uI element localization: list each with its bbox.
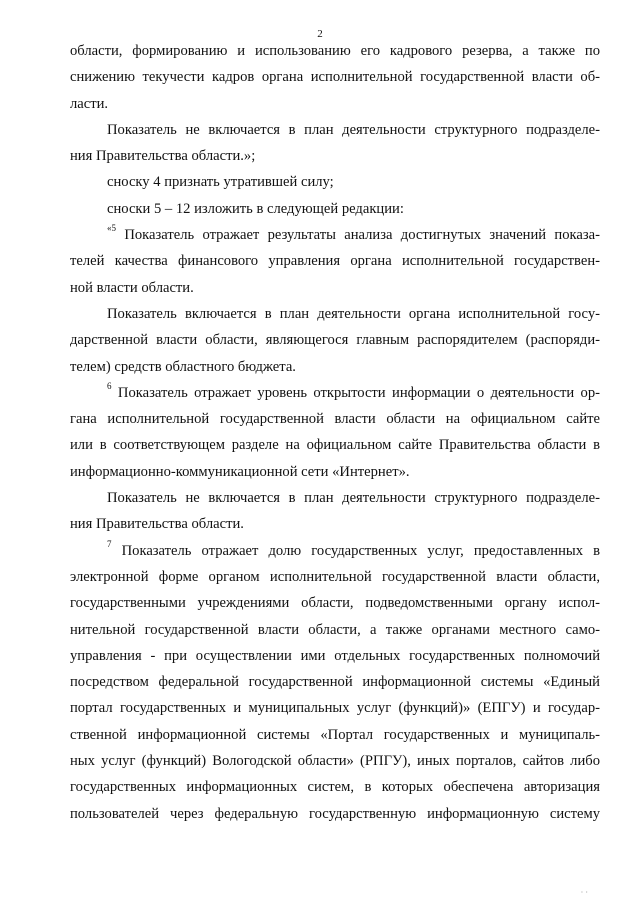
footnote-7-line bbox=[70, 538, 600, 564]
text-line: ласти. bbox=[70, 95, 109, 112]
text-line: Показатель отражает результаты анализа достигнутых значений показа- bbox=[124, 227, 600, 244]
text-line: Показатель включается в план деятельности органа исполнительной госу- bbox=[107, 305, 600, 322]
text-line: Показатель отражает долю государственных услуг, предоставленных в bbox=[121, 542, 601, 559]
text-line: пользователей через федеральную государственную информационную систему bbox=[70, 805, 600, 822]
text-line: гана исполнительной государственной власти области на официальном сайте bbox=[70, 411, 600, 428]
text-line: государственных информационных систем, в которых обеспечена авторизация bbox=[70, 779, 600, 796]
footnote-5-line bbox=[70, 222, 600, 248]
text-line: Показатель не включается в план деятельности структурного подразделе- bbox=[107, 490, 600, 507]
text-line: ных услуг (функций) Вологодской области» (РПГУ), иных порталов, сайтов либо bbox=[70, 753, 600, 770]
text-line: информационно-коммуникационной сети «Интернет». bbox=[70, 463, 410, 480]
text-line: Показатель отражает уровень открытости информации о деятельности ор- bbox=[117, 384, 600, 401]
text-line: или в соответствующем разделе на официальном сайте Правительства области в bbox=[70, 437, 600, 454]
text-line: посредством федеральной государственной информационной системы «Единый bbox=[70, 674, 600, 691]
page-number: 2 bbox=[317, 28, 323, 40]
text-line: ния Правительства области. bbox=[70, 516, 244, 533]
footer-mark: · · bbox=[580, 888, 588, 897]
text-line: государственными учреждениями области, подведомственными органу испол- bbox=[70, 595, 600, 612]
text-line: электронной форме органом исполнительной государственной власти области, bbox=[70, 568, 600, 585]
text-line: Показатель не включается в план деятельности структурного подразделе- bbox=[107, 121, 600, 138]
text-line: снижению текучести кадров органа исполнительной государственной власти об- bbox=[70, 69, 600, 86]
footnote-mark-6: 6 bbox=[107, 381, 112, 391]
footnote-mark-7: 7 bbox=[107, 538, 112, 549]
text-line: сноску 4 признать утратившей силу; bbox=[107, 174, 334, 191]
text-line: нительной государственной власти области, а также органами местного само- bbox=[70, 621, 600, 638]
text-line: ния Правительства области.»; bbox=[70, 148, 256, 165]
text-line: ственной информационной системы «Портал государственных и муниципаль- bbox=[70, 726, 600, 743]
text-line: сноски 5 – 12 изложить в следующей редакции: bbox=[107, 200, 404, 217]
footnote-6-line bbox=[70, 380, 600, 406]
text-line: дарственной власти области, являющегося главным распорядителем (распоряди- bbox=[70, 332, 600, 349]
document-body bbox=[70, 38, 600, 827]
text-line: телем) средств областного бюджета. bbox=[70, 358, 296, 375]
text-line: портал государственных и муниципальных услуг (функций)» (ЕПГУ) и государ- bbox=[70, 700, 600, 717]
text-line: области, формированию и использованию его кадрового резерва, а также по bbox=[70, 43, 600, 59]
text-line: телей качества финансового управления органа исполнительной государствен- bbox=[70, 253, 600, 270]
text-line: ной власти области. bbox=[70, 279, 194, 296]
text-line: управления - при осуществлении ими отдельных государственных полномочий bbox=[70, 647, 600, 664]
footnote-mark-5: «5 bbox=[107, 223, 116, 234]
